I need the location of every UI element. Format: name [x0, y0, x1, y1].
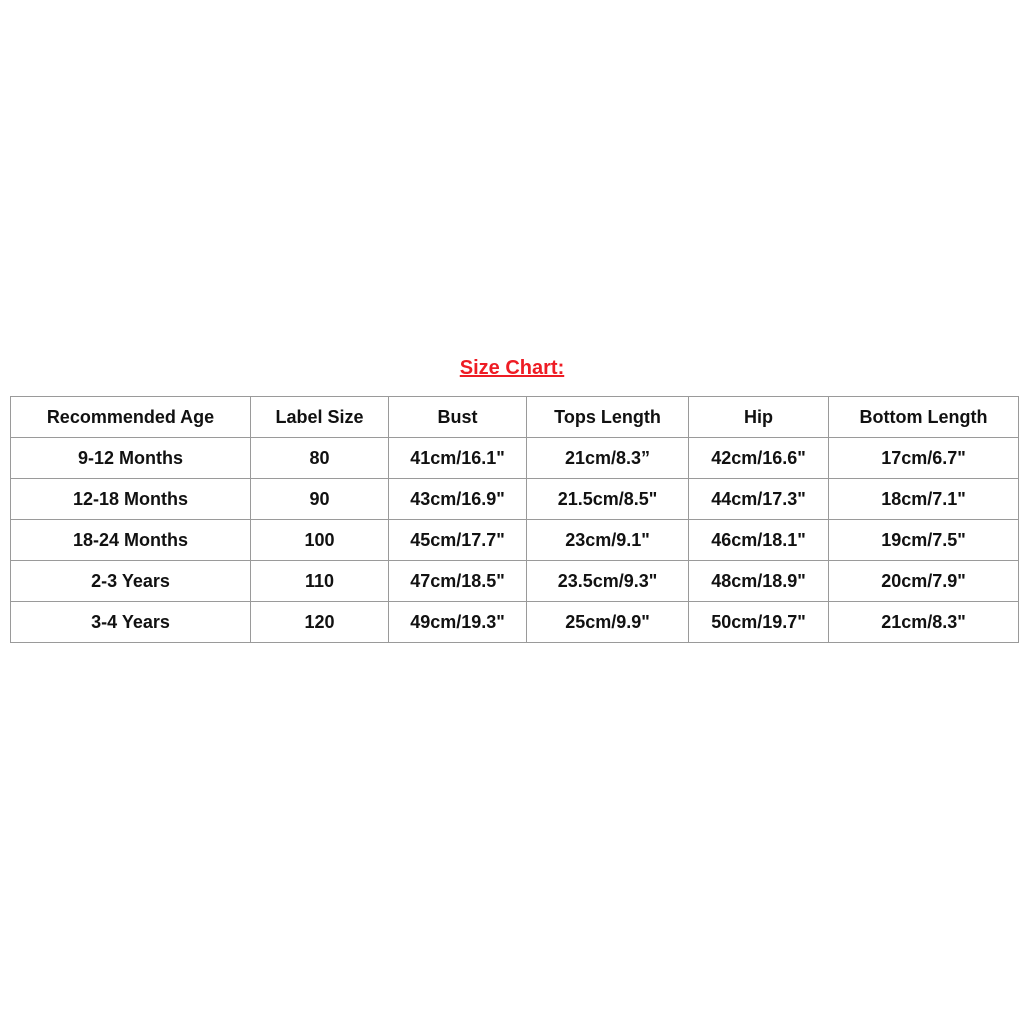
cell-age: 12-18 Months: [11, 479, 251, 520]
header-bottom-length: Bottom Length: [829, 397, 1019, 438]
cell-label-size: 110: [251, 561, 389, 602]
header-bust: Bust: [389, 397, 527, 438]
header-recommended-age: Recommended Age: [11, 397, 251, 438]
cell-age: 2-3 Years: [11, 561, 251, 602]
cell-age: 18-24 Months: [11, 520, 251, 561]
cell-tops-length: 21.5cm/8.5": [527, 479, 689, 520]
cell-age: 9-12 Months: [11, 438, 251, 479]
cell-label-size: 90: [251, 479, 389, 520]
cell-hip: 44cm/17.3": [689, 479, 829, 520]
cell-hip: 48cm/18.9": [689, 561, 829, 602]
cell-label-size: 80: [251, 438, 389, 479]
cell-tops-length: 25cm/9.9": [527, 602, 689, 643]
cell-hip: 50cm/19.7": [689, 602, 829, 643]
cell-bust: 47cm/18.5": [389, 561, 527, 602]
cell-tops-length: 23cm/9.1": [527, 520, 689, 561]
cell-tops-length: 21cm/8.3”: [527, 438, 689, 479]
cell-bottom-length: 18cm/7.1": [829, 479, 1019, 520]
cell-hip: 46cm/18.1": [689, 520, 829, 561]
cell-age: 3-4 Years: [11, 602, 251, 643]
cell-bottom-length: 17cm/6.7": [829, 438, 1019, 479]
header-tops-length: Tops Length: [527, 397, 689, 438]
table-row: [11, 602, 1019, 643]
table-row: [11, 479, 1019, 520]
table-row: [11, 561, 1019, 602]
cell-bottom-length: 19cm/7.5": [829, 520, 1019, 561]
cell-bottom-length: 21cm/8.3": [829, 602, 1019, 643]
cell-bust: 45cm/17.7": [389, 520, 527, 561]
table-row: [11, 438, 1019, 479]
size-chart-title: Size Chart:: [459, 357, 565, 379]
table-row: [11, 520, 1019, 561]
cell-bottom-length: 20cm/7.9": [829, 561, 1019, 602]
cell-bust: 41cm/16.1": [389, 438, 527, 479]
header-hip: Hip: [689, 397, 829, 438]
cell-bust: 43cm/16.9": [389, 479, 527, 520]
table-header-row: [11, 397, 1019, 438]
size-table: [10, 396, 1019, 643]
cell-label-size: 100: [251, 520, 389, 561]
cell-bust: 49cm/19.3": [389, 602, 527, 643]
cell-label-size: 120: [251, 602, 389, 643]
cell-tops-length: 23.5cm/9.3": [527, 561, 689, 602]
cell-hip: 42cm/16.6": [689, 438, 829, 479]
header-label-size: Label Size: [251, 397, 389, 438]
